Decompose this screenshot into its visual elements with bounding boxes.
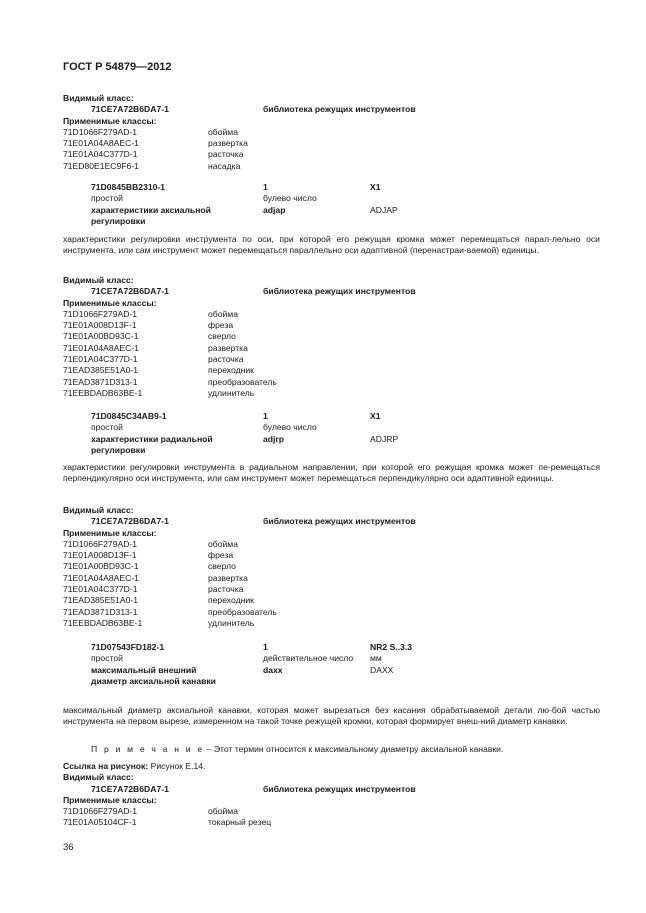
term-data-type: булево число [263,422,317,433]
visible-class-label: Видимый класс: [63,505,134,515]
term-id: 71D07543FD182-1 [91,642,165,652]
class-name: удлинитель [208,387,255,398]
visible-class-name: библиотека режущих инструментов [263,516,416,527]
term-preferred-name: характеристики аксиальной регулировки [91,204,211,226]
class-row [63,561,600,572]
visible-class-name: библиотека режущих инструментов [263,286,416,297]
class-row [63,354,600,365]
class-code: 71EAD3871D313-1 [63,606,138,617]
class-row [63,309,600,320]
class-code: 71EEBDADB63BE-1 [63,387,143,398]
class-code: 71EAD385E51A0-1 [63,365,139,376]
term-kind: простой [91,422,123,433]
class-row [63,806,600,817]
class-name: обойма [208,308,238,319]
class-row [63,817,600,828]
term-cardinality: 1 [263,642,268,652]
class-row [63,584,600,595]
visible-class-code: 71CE7A72B6DA7-1 [91,104,169,115]
term-data-type: действительное число [263,653,354,664]
term-kind: простой [91,193,123,204]
class-row [63,539,600,550]
visible-class-row [63,784,600,795]
visible-class-row [63,286,600,297]
class-row [63,388,600,399]
class-row [63,320,600,331]
class-name: переходник [208,365,254,376]
visible-class-code: 71CE7A72B6DA7-1 [91,286,169,297]
class-code: 71E01A00BD93C-1 [63,561,139,572]
class-row [63,149,600,160]
term-code: ADJAP [370,204,398,215]
term-block-3 [63,642,600,700]
term-cardinality: 1 [263,411,268,421]
class-row [63,161,600,172]
visible-class-row [63,104,600,115]
class-row [63,573,600,584]
entry-block-1 [63,93,600,172]
visible-class-label: Видимый класс: [63,275,134,285]
class-name: преобразователь [208,606,277,617]
term-block-1 [63,182,600,227]
class-name: развертка [208,138,248,149]
visible-class-label: Видимый класс: [63,772,134,783]
class-name: обойма [208,538,238,549]
term-preferred-name: максимальный внешний диаметр аксиальной канавки [91,664,216,686]
class-code: 71D1066F279AD-1 [63,538,138,549]
entry-block-3 [63,505,600,629]
term-record [91,411,600,456]
class-row [63,607,600,618]
applicable-classes-label: Применимые классы: [63,527,157,538]
class-code: 71EAD3871D313-1 [63,376,138,387]
class-code: 71D1066F279AD-1 [63,806,138,817]
term-id: 71D0845C34AB9-1 [91,411,167,421]
visible-class-row [63,516,600,527]
term-preferred-name: характеристики радиальной регулировки [91,433,213,455]
page-number: 36 [63,842,74,853]
class-name: развертка [208,572,248,583]
class-name: расточка [208,354,244,365]
term-note [63,744,600,755]
class-row [63,595,600,606]
visible-class-name: библиотека режущих инструментов [263,783,416,794]
entry-block-4 [63,761,600,829]
term-unit: мм [370,653,382,664]
term-symbol: adjrp [263,433,285,444]
class-name: сверло [208,561,236,572]
class-name: расточка [208,149,244,160]
term-record [91,182,600,227]
applicable-classes-label: Применимые классы: [63,794,157,805]
visible-class-code: 71CE7A72B6DA7-1 [91,783,169,794]
class-code: 71EEBDADB63BE-1 [63,617,143,628]
class-code: 71E01A008D13F-1 [63,550,137,561]
class-name: переходник [208,595,254,606]
visible-class-code: 71CE7A72B6DA7-1 [91,516,169,527]
class-code: 71E01A04C377D-1 [63,149,138,160]
note-text: – Этот термин относится к максимальному диаметру аксиальной канавки. [204,744,504,754]
term-data-type: булево число [263,193,317,204]
class-row [63,343,600,354]
term-symbol: daxx [263,664,283,675]
term-class-value: X1 [370,182,381,192]
term-definition-3: максимальный диаметр аксиальной канавки, которая может вырезаться без касания обрабатываемой детали лю-бой частью инструмента на первом вырезе, измеренном на такой точке режущей кромки, которая формирует внеш-ний диаметр канавки. [63,705,600,727]
term-id: 71D0845BB2310-1 [91,182,166,192]
class-code: 71D1066F279AD-1 [63,126,138,137]
class-name: удлинитель [208,617,255,628]
class-code: 71E01A04C377D-1 [63,584,138,595]
term-definition-1: характеристики регулировки инструмента по оси, при которой его режущая кромка может перемещаться парал-лельно оси инструмента, или сам инструмент может перемещаться параллельно оси адаптивной (перенастраи-ваемой) единицы. [63,234,600,256]
note-label: П р и м е ч а н и е [91,744,205,754]
class-name: токарный резец [208,817,272,828]
figure-ref-value: Рисунок Е.14. [150,761,206,771]
class-code: 71E01A00BD93C-1 [63,331,139,342]
term-kind: простой [91,653,123,664]
class-name: сверло [208,331,236,342]
class-name: обойма [208,806,238,817]
class-row [63,127,600,138]
class-code: 71E01A04A8AEC-1 [63,342,139,353]
entry-block-2 [63,275,600,399]
class-row [63,365,600,376]
class-code: 71E01A05104CF-1 [63,817,137,828]
term-code: DAXX [370,664,394,675]
class-code: 71E01A008D13F-1 [63,320,137,331]
applicable-classes-label: Применимые классы: [63,115,157,126]
class-code: 71E01A04C377D-1 [63,354,138,365]
figure-ref-label: Ссылка на рисунок: [63,761,149,771]
term-class-value: X1 [370,411,381,421]
class-code: 71E01A04A8AEC-1 [63,138,139,149]
class-row [63,618,600,629]
visible-class-name: библиотека режущих инструментов [263,104,416,115]
term-class-value: NR2 S..3.3 [370,642,413,652]
figure-ref-row [63,761,600,772]
document-header: ГОСТ Р 54879—2012 [63,61,172,73]
class-row [63,331,600,342]
term-code: ADJRP [370,433,399,444]
class-row [63,138,600,149]
class-row [63,550,600,561]
class-name: расточка [208,584,244,595]
visible-class-label: Видимый класс: [63,93,134,103]
term-cardinality: 1 [263,182,268,192]
class-name: обойма [208,126,238,137]
class-name: фреза [208,550,234,561]
class-code: 71EAD385E51A0-1 [63,595,139,606]
class-code: 71ED80E1EC9F6-1 [63,160,139,171]
class-name: фреза [208,320,234,331]
term-definition-2: характеристики регулировки инструмента в радиальном направлении, при которой его режущая кромка может пе-ремещаться перпендикулярно оси инструмента, или сам инструмент может перемещаться перпендикулярно оси адаптивной единицы. [63,462,600,484]
term-record [91,642,600,700]
class-name: преобразователь [208,376,277,387]
applicable-classes-label: Применимые классы: [63,297,157,308]
term-symbol: adjap [263,204,286,215]
class-code: 71E01A04A8AEC-1 [63,572,139,583]
class-row [63,377,600,388]
class-code: 71D1066F279AD-1 [63,308,138,319]
class-name: развертка [208,342,248,353]
class-name: насадка [208,160,241,171]
term-block-2 [63,411,600,456]
